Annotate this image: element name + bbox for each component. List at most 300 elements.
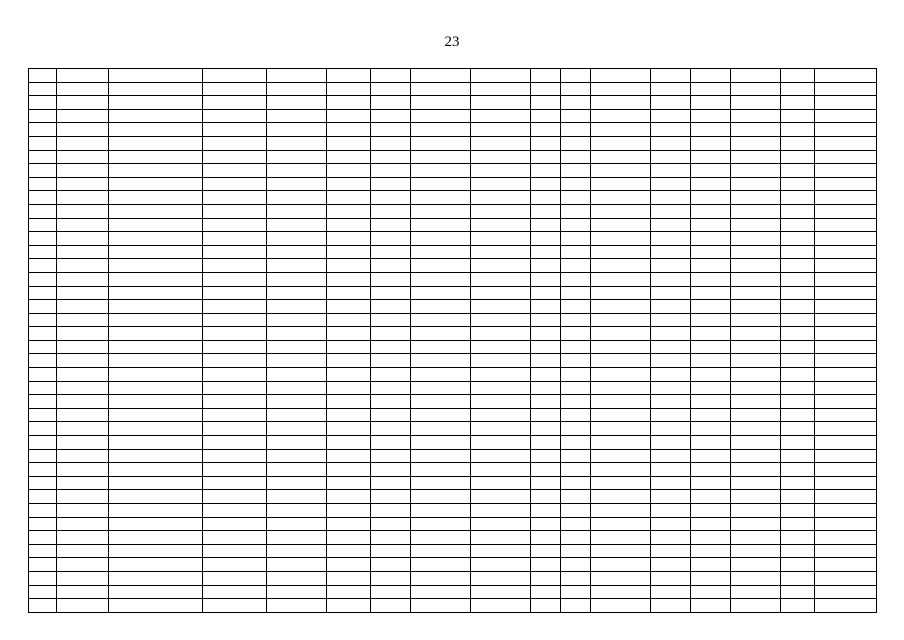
table-cell <box>781 571 815 585</box>
table-cell <box>531 422 561 436</box>
table-cell <box>371 517 411 531</box>
table-cell <box>731 340 781 354</box>
table-cell <box>651 164 691 178</box>
table-cell <box>591 449 651 463</box>
table-cell <box>109 204 203 218</box>
table-cell <box>781 463 815 477</box>
table-cell <box>591 218 651 232</box>
table-cell <box>411 191 471 205</box>
table-cell <box>651 517 691 531</box>
table-row <box>29 232 877 246</box>
table-cell <box>327 245 371 259</box>
table-cell <box>267 191 327 205</box>
table-cell <box>57 517 109 531</box>
table-cell <box>651 69 691 83</box>
table-cell <box>531 204 561 218</box>
table-cell <box>371 476 411 490</box>
table-cell <box>327 504 371 518</box>
table-cell <box>731 177 781 191</box>
table-cell <box>371 558 411 572</box>
table-row <box>29 272 877 286</box>
table-cell <box>267 259 327 273</box>
table-cell <box>651 585 691 599</box>
table-cell <box>471 69 531 83</box>
table-row <box>29 327 877 341</box>
table-cell <box>561 96 591 110</box>
table-cell <box>531 436 561 450</box>
table-cell <box>651 300 691 314</box>
table-cell <box>29 272 57 286</box>
table-cell <box>815 571 877 585</box>
table-cell <box>591 531 651 545</box>
table-cell <box>267 504 327 518</box>
table-cell <box>109 395 203 409</box>
table-row <box>29 218 877 232</box>
table-cell <box>267 327 327 341</box>
table-cell <box>327 272 371 286</box>
table-cell <box>691 327 731 341</box>
table-cell <box>531 381 561 395</box>
table-cell <box>109 82 203 96</box>
table-cell <box>371 368 411 382</box>
table-cell <box>561 164 591 178</box>
table-cell <box>29 504 57 518</box>
table-cell <box>691 204 731 218</box>
table-cell <box>531 408 561 422</box>
table-cell <box>327 109 371 123</box>
table-cell <box>471 245 531 259</box>
table-cell <box>471 381 531 395</box>
table-cell <box>57 490 109 504</box>
table-cell <box>691 69 731 83</box>
table-cell <box>815 504 877 518</box>
table-cell <box>561 476 591 490</box>
table-cell <box>731 82 781 96</box>
table-cell <box>591 436 651 450</box>
table-cell <box>561 504 591 518</box>
table-cell <box>471 544 531 558</box>
table-cell <box>731 204 781 218</box>
table-cell <box>561 422 591 436</box>
table-cell <box>781 164 815 178</box>
table-cell <box>109 123 203 137</box>
table-cell <box>327 164 371 178</box>
table-cell <box>471 585 531 599</box>
table-cell <box>731 245 781 259</box>
table-cell <box>29 381 57 395</box>
table-row <box>29 136 877 150</box>
table-cell <box>561 136 591 150</box>
table-cell <box>57 218 109 232</box>
table-cell <box>781 599 815 613</box>
table-cell <box>29 218 57 232</box>
table-cell <box>591 408 651 422</box>
table-cell <box>651 449 691 463</box>
table-cell <box>781 191 815 205</box>
table-cell <box>203 164 267 178</box>
table-row <box>29 381 877 395</box>
table-cell <box>29 571 57 585</box>
table-cell <box>471 340 531 354</box>
table-cell <box>691 82 731 96</box>
table-cell <box>203 232 267 246</box>
table-cell <box>471 354 531 368</box>
table-row <box>29 286 877 300</box>
table-cell <box>327 232 371 246</box>
table-cell <box>691 313 731 327</box>
table-cell <box>411 558 471 572</box>
table-cell <box>591 490 651 504</box>
table-cell <box>29 177 57 191</box>
table-cell <box>29 585 57 599</box>
table-row <box>29 395 877 409</box>
table-cell <box>651 109 691 123</box>
table-cell <box>471 232 531 246</box>
table-cell <box>109 504 203 518</box>
table-cell <box>109 531 203 545</box>
table-cell <box>327 571 371 585</box>
table-cell <box>411 327 471 341</box>
table-cell <box>691 544 731 558</box>
table-cell <box>781 449 815 463</box>
table-cell <box>267 150 327 164</box>
table-cell <box>471 164 531 178</box>
table-cell <box>471 82 531 96</box>
table-cell <box>531 463 561 477</box>
table-cell <box>651 218 691 232</box>
table-cell <box>781 422 815 436</box>
table-cell <box>691 558 731 572</box>
table-cell <box>471 558 531 572</box>
table-cell <box>327 544 371 558</box>
table-cell <box>531 286 561 300</box>
table-cell <box>691 259 731 273</box>
table-cell <box>371 422 411 436</box>
table-cell <box>651 232 691 246</box>
table-cell <box>109 544 203 558</box>
table-cell <box>781 272 815 286</box>
table-cell <box>411 313 471 327</box>
table-cell <box>531 177 561 191</box>
table-cell <box>203 286 267 300</box>
table-cell <box>327 368 371 382</box>
table-cell <box>471 531 531 545</box>
table-cell <box>29 490 57 504</box>
table-cell <box>109 422 203 436</box>
table-cell <box>371 136 411 150</box>
table-cell <box>691 571 731 585</box>
table-cell <box>561 218 591 232</box>
table-cell <box>371 504 411 518</box>
table-cell <box>531 136 561 150</box>
table-cell <box>651 272 691 286</box>
table-row <box>29 571 877 585</box>
table-cell <box>57 259 109 273</box>
table-cell <box>815 585 877 599</box>
table-cell <box>691 408 731 422</box>
table-cell <box>203 354 267 368</box>
table-cell <box>411 449 471 463</box>
table-cell <box>591 381 651 395</box>
table-cell <box>651 571 691 585</box>
table-cell <box>561 191 591 205</box>
table-cell <box>411 136 471 150</box>
table-cell <box>471 449 531 463</box>
table-cell <box>815 463 877 477</box>
table-cell <box>731 585 781 599</box>
table-cell <box>781 476 815 490</box>
table-cell <box>411 245 471 259</box>
table-cell <box>267 463 327 477</box>
table-cell <box>561 571 591 585</box>
table-cell <box>267 300 327 314</box>
table-cell <box>411 286 471 300</box>
table-cell <box>781 69 815 83</box>
table-cell <box>781 340 815 354</box>
table-cell <box>691 136 731 150</box>
table-cell <box>691 517 731 531</box>
table-cell <box>531 123 561 137</box>
table-cell <box>561 599 591 613</box>
table-cell <box>651 504 691 518</box>
table-cell <box>109 286 203 300</box>
table-cell <box>29 259 57 273</box>
table-cell <box>651 463 691 477</box>
table-cell <box>731 123 781 137</box>
table-cell <box>411 476 471 490</box>
table-cell <box>531 96 561 110</box>
table-cell <box>591 123 651 137</box>
table-cell <box>371 531 411 545</box>
table-cell <box>57 436 109 450</box>
table-cell <box>371 150 411 164</box>
table-cell <box>29 599 57 613</box>
table-cell <box>815 476 877 490</box>
table-cell <box>109 381 203 395</box>
table-cell <box>561 109 591 123</box>
table-cell <box>815 272 877 286</box>
table-cell <box>651 381 691 395</box>
table-cell <box>371 96 411 110</box>
table-cell <box>411 490 471 504</box>
table-cell <box>781 354 815 368</box>
table-cell <box>327 96 371 110</box>
table-cell <box>411 204 471 218</box>
table-cell <box>731 313 781 327</box>
table-cell <box>29 109 57 123</box>
table-cell <box>531 449 561 463</box>
table-cell <box>731 300 781 314</box>
table-cell <box>591 272 651 286</box>
table-cell <box>561 436 591 450</box>
table-cell <box>651 340 691 354</box>
table-cell <box>731 436 781 450</box>
table-cell <box>203 123 267 137</box>
table-cell <box>203 544 267 558</box>
table-cell <box>561 490 591 504</box>
table-cell <box>531 368 561 382</box>
table-cell <box>411 300 471 314</box>
table-cell <box>561 517 591 531</box>
table-cell <box>327 490 371 504</box>
table-cell <box>591 463 651 477</box>
table-cell <box>731 109 781 123</box>
table-cell <box>731 69 781 83</box>
table-cell <box>731 395 781 409</box>
table-row <box>29 436 877 450</box>
table-cell <box>371 585 411 599</box>
table-cell <box>371 204 411 218</box>
table-cell <box>109 96 203 110</box>
table-cell <box>591 504 651 518</box>
table-cell <box>203 136 267 150</box>
table-cell <box>371 449 411 463</box>
table-cell <box>327 558 371 572</box>
table-cell <box>591 327 651 341</box>
table-cell <box>471 272 531 286</box>
table-cell <box>411 109 471 123</box>
table-cell <box>471 300 531 314</box>
table-cell <box>29 232 57 246</box>
table-cell <box>327 313 371 327</box>
table-cell <box>371 232 411 246</box>
table-cell <box>411 69 471 83</box>
table-cell <box>411 585 471 599</box>
table-cell <box>371 463 411 477</box>
table-cell <box>411 571 471 585</box>
table-cell <box>29 395 57 409</box>
table-cell <box>815 558 877 572</box>
table-cell <box>691 531 731 545</box>
table-cell <box>591 245 651 259</box>
table-cell <box>531 313 561 327</box>
table-cell <box>651 245 691 259</box>
table-cell <box>327 177 371 191</box>
table-cell <box>561 286 591 300</box>
table-cell <box>691 476 731 490</box>
table-cell <box>781 177 815 191</box>
table-cell <box>531 245 561 259</box>
table-cell <box>591 286 651 300</box>
table-cell <box>109 408 203 422</box>
table-cell <box>815 286 877 300</box>
table-cell <box>781 96 815 110</box>
table-cell <box>591 313 651 327</box>
table-cell <box>471 368 531 382</box>
table-cell <box>781 204 815 218</box>
table-cell <box>781 150 815 164</box>
table-cell <box>691 286 731 300</box>
table-cell <box>29 245 57 259</box>
table-cell <box>411 463 471 477</box>
table-cell <box>731 286 781 300</box>
table-cell <box>591 300 651 314</box>
table-cell <box>203 177 267 191</box>
table-cell <box>29 449 57 463</box>
table-cell <box>327 150 371 164</box>
table-cell <box>471 517 531 531</box>
table-cell <box>109 300 203 314</box>
table-cell <box>471 436 531 450</box>
table-cell <box>109 313 203 327</box>
table-cell <box>57 272 109 286</box>
table-cell <box>531 232 561 246</box>
table-cell <box>267 571 327 585</box>
table-cell <box>781 109 815 123</box>
table-cell <box>591 177 651 191</box>
table-cell <box>651 354 691 368</box>
table-cell <box>531 259 561 273</box>
table-cell <box>327 191 371 205</box>
table-cell <box>411 150 471 164</box>
table-cell <box>267 272 327 286</box>
table-cell <box>109 368 203 382</box>
table-row <box>29 96 877 110</box>
table-cell <box>651 476 691 490</box>
table-cell <box>561 449 591 463</box>
table-cell <box>781 123 815 137</box>
table-cell <box>531 476 561 490</box>
table-cell <box>57 313 109 327</box>
table-cell <box>109 585 203 599</box>
table-cell <box>731 96 781 110</box>
table-cell <box>203 340 267 354</box>
table-cell <box>561 82 591 96</box>
table-cell <box>109 191 203 205</box>
table-cell <box>471 422 531 436</box>
table-cell <box>267 123 327 137</box>
table-cell <box>267 96 327 110</box>
table-cell <box>203 517 267 531</box>
table-cell <box>411 544 471 558</box>
table-cell <box>57 449 109 463</box>
table-cell <box>561 395 591 409</box>
table-row <box>29 585 877 599</box>
table-cell <box>29 368 57 382</box>
table-cell <box>109 177 203 191</box>
table-cell <box>371 82 411 96</box>
table-cell <box>471 136 531 150</box>
table-cell <box>781 313 815 327</box>
table-cell <box>109 436 203 450</box>
table-cell <box>203 504 267 518</box>
table-cell <box>203 300 267 314</box>
table-row <box>29 123 877 137</box>
table-row <box>29 109 877 123</box>
table-cell <box>109 272 203 286</box>
table-cell <box>327 599 371 613</box>
table-row <box>29 300 877 314</box>
table-cell <box>327 123 371 137</box>
table-cell <box>57 408 109 422</box>
table-cell <box>29 82 57 96</box>
table-cell <box>815 164 877 178</box>
table-cell <box>57 245 109 259</box>
table-cell <box>731 272 781 286</box>
table-cell <box>371 164 411 178</box>
table-cell <box>731 408 781 422</box>
table-cell <box>57 504 109 518</box>
table-cell <box>267 340 327 354</box>
table-cell <box>815 204 877 218</box>
table-cell <box>371 490 411 504</box>
table-cell <box>109 449 203 463</box>
table-cell <box>203 449 267 463</box>
table-cell <box>327 218 371 232</box>
table-cell <box>109 136 203 150</box>
table-cell <box>57 191 109 205</box>
table-cell <box>651 436 691 450</box>
